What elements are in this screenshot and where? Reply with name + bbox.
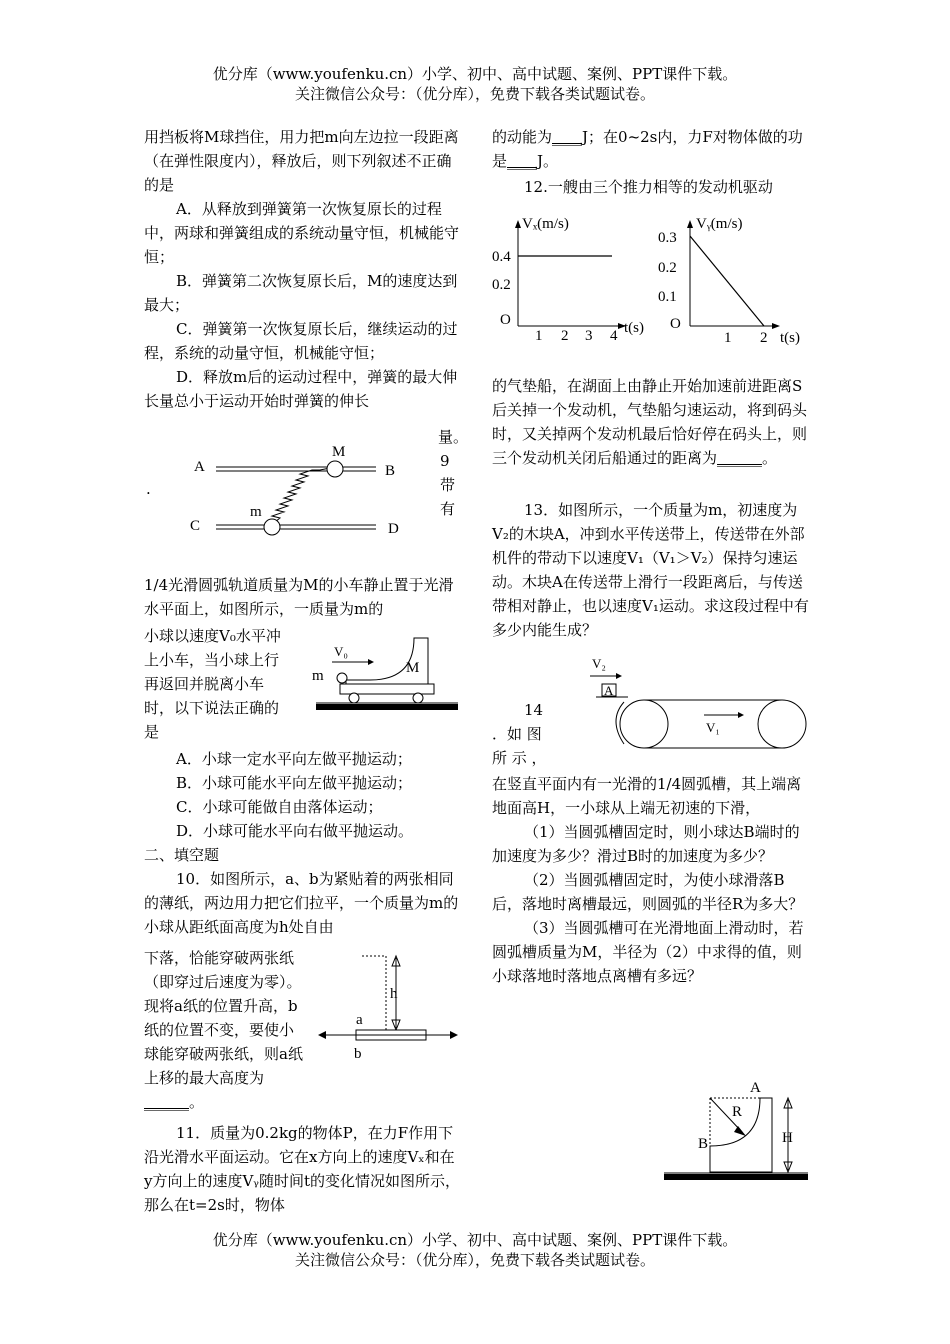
q8-label-C: C [190, 518, 201, 534]
q14-side-2: ．如 图 [492, 725, 542, 743]
q12-end: 。 [762, 449, 778, 467]
q9-wheel-right [413, 693, 423, 703]
page-header [0, 64, 950, 104]
q14-radius-arrowhead [734, 1126, 746, 1136]
q12-body: 的气垫船，在湖面上由静止开始加速前进距离S后关掉一个发动机，气垫船匀速运动，将到码头时，又关掉两个发动机最后恰好停在码头上，则三个发动机关闭后船通过的距离为 [492, 377, 808, 467]
q10-end: 。 [189, 1093, 205, 1111]
q9-ball [337, 673, 347, 683]
q14-part-1: （1）当圆弧槽固定时，则小球达B端时的加速度为多少？滑过B时的加速度为多少？ [492, 823, 800, 865]
q8-label-D: D [388, 521, 399, 537]
vy-graph [652, 208, 812, 350]
q13-conveyor-figure [580, 650, 812, 750]
q13-v2-arrowhead [616, 673, 622, 679]
q9-wrapped-text: 小球以速度V₀水平冲上小车，当小球上行再返回并脱离小车时，以下说法正确的是 [144, 627, 281, 741]
q12-blank: ______ [717, 449, 763, 467]
q11-cont-3: J。 [537, 152, 559, 170]
vy-x-arrowhead [772, 323, 780, 329]
q9-number-side [440, 449, 460, 521]
q9-label-M: M [406, 660, 420, 676]
q14-label-B: B [698, 1136, 709, 1152]
q14-label-A: A [750, 1080, 761, 1096]
q13-text: 13．如图所示，一个质量为m，初速度为V₂的木块A，冲到水平传送带上，传送带在外部机件的带动下以速度V₁（V₁＞V₂）保持匀速运动。木块A在传送带上滑行一段距离后，与传送带相对静止，也以速度V₁运动。求这段过程中有多少内能生成？ [492, 501, 809, 639]
q11-blank-2: ____ [507, 152, 538, 170]
q14-label-H: H [782, 1130, 793, 1146]
vy-xtick-1: 1 [724, 330, 732, 346]
q9-option-d: D．小球可能水平向右做平抛运动。 [176, 822, 414, 840]
vy-ytick-02: 0.2 [658, 260, 677, 276]
q14-part-3: （3）当圆弧槽可在光滑地面上滑动时，若圆弧槽质量为M，半径为（2）中求得的值，则小球落地时落地点离槽有多远？ [492, 919, 804, 985]
q14-part-2: （2）当圆弧槽固定时，为使小球滑落B后，落地时离槽最远，则圆弧的半径R为多大？ [492, 871, 804, 913]
vy-xtick-2: 2 [760, 330, 768, 346]
q9-intro: 1/4光滑圆弧轨道质量为M的小车静止置于光滑水平面上，如图所示，一质量为m的 [144, 576, 454, 618]
q14-body [492, 772, 814, 988]
header-line-2: 关注微信公众号：（优分库），免费下载各类试题试卷。 [294, 85, 655, 103]
q14-arc-figure [660, 1074, 812, 1188]
q14-ground [664, 1174, 808, 1180]
q14-number-side [492, 698, 572, 770]
q9-option-a: A．小球一定水平向左做平抛运动； [176, 750, 412, 768]
q13-v1-arrowhead [738, 712, 744, 718]
q9-side-3: 有 [440, 500, 456, 518]
q10-label-a: a [356, 1012, 363, 1028]
vx-origin: O [500, 312, 511, 328]
q8-option-d: D．释放m后的运动过程中，弹簧的最大伸长量总小于运动开始时弹簧的伸长 [144, 368, 458, 410]
q8-label-A: A [194, 459, 205, 475]
vy-y-arrowhead [687, 220, 693, 228]
q10-wrapped [144, 946, 306, 1114]
vy-ylabel: Vᵧ(m/s) [696, 216, 743, 232]
q9-options [144, 747, 460, 939]
vy-ytick-03: 0.3 [658, 230, 677, 246]
q10-arrow-right [450, 1031, 458, 1039]
q8-option-a: A．从释放到弹簧第一次恢复原长的过程中，两球和弹簧组成的系统动量守恒，机械能守恒； [144, 200, 460, 266]
q14-label-R: R [732, 1104, 743, 1120]
q9-option-b: B．小球可能水平向左做平抛运动； [176, 774, 413, 792]
vx-xlabel: t(s) [624, 320, 644, 336]
q11-blank-1: ____ [552, 128, 583, 146]
q8-label-m: m [250, 504, 262, 520]
q10-arrow-left [318, 1031, 326, 1039]
q12-intro: 12.一艘由三个推力相等的发动机驱动 [524, 178, 773, 196]
vy-xlabel: t(s) [780, 330, 800, 346]
q8-option-c: C．弹簧第一次恢复原长后，继续运动的过程，系统的动量守恒，机械能守恒； [144, 320, 458, 362]
q9-option-c: C．小球可能做自由落体运动； [176, 798, 383, 816]
q10-wrapped-text: 下落，恰能穿破两张纸（即穿过后速度为零）。现将a纸的位置升高，b纸的位置不变，要使小球能穿破两张纸，则a纸上移的最大高度为 [144, 949, 303, 1087]
q11-cont-1: 的动能为 [492, 128, 553, 146]
q10-blank: ______ [144, 1093, 189, 1111]
q8-text: 用挡板将M球挡住，用力把m向左边拉一段距离（在弹性限度内），释放后，则下列叙述不正确的是 [144, 128, 459, 194]
q14-text: 在竖直平面内有一光滑的1/4圆弧槽，其上端离地面高H，一小球从上端无初速的下滑， [492, 775, 802, 817]
header-line-1: 优分库（www.youfenku.cn）小学、初中、高中试题、案例、PPT课件下载。 [212, 65, 738, 83]
q8-option-b: B．弹簧第二次恢复原长后，M的速度达到最大； [144, 272, 458, 314]
q12-text [492, 374, 810, 470]
q9-cart-figure [310, 632, 462, 716]
vy-ytick-01: 0.1 [658, 289, 677, 305]
q9-cart-base [340, 684, 434, 694]
vx-xtick-1: 1 [535, 328, 543, 344]
q8-spring [272, 468, 330, 522]
q10-label-b: b [354, 1046, 362, 1062]
vy-origin: O [670, 316, 681, 332]
q11-cont-2: J；在0~2s内，力F对物体做的功是 [492, 128, 803, 170]
q9-v0-arrowhead [368, 659, 374, 665]
q9-ground [316, 704, 458, 710]
vy-series-line [690, 236, 764, 326]
vx-graph [488, 208, 654, 350]
vx-xtick-2: 2 [561, 328, 569, 344]
vx-y-arrowhead [515, 220, 521, 228]
footer-line-1: 优分库（www.youfenku.cn）小学、初中、高中试题、案例、PPT课件下载。 [212, 1231, 738, 1249]
q10-paper-figure [312, 948, 462, 1068]
page-footer [0, 1230, 950, 1270]
q10-intro: 10．如图所示，a、b为紧贴着的两张相同的薄纸，两边用力把它们拉平，一个质量为m的小球从距纸面高度为h处自由 [144, 870, 459, 936]
q9-side-1: 9 [440, 452, 450, 470]
q8-ball-M [327, 461, 343, 477]
q11-text: 11．质量为0.2kg的物体P，在力F作用下沿光滑水平面运动。它在x方向上的速度Vₓ和在y方向上的速度Vᵧ随时间t的变化情况如图所示，那么在t=2s时，物体 [144, 1124, 460, 1214]
section-fill-blank: 二、填空题 [144, 846, 220, 864]
vx-ylabel: Vₓ(m/s) [522, 216, 569, 232]
q9-wheel-left [349, 693, 359, 703]
q9-side-2: 带 [440, 476, 456, 494]
q9-dot: . [146, 480, 151, 498]
q8-label-M: M [332, 444, 346, 460]
left-column [144, 125, 460, 413]
q10-label-h: h [390, 986, 398, 1002]
footer-line-2: 关注微信公众号：（优分库），免费下载各类试题试卷。 [294, 1251, 655, 1269]
q14-side-1: 14 [524, 701, 544, 719]
q13-label-v1: V₁ [706, 720, 720, 735]
q13-pulley-left [620, 700, 668, 748]
q13-pulley-right [758, 700, 806, 748]
q8-label-B: B [385, 463, 396, 479]
q14-side-3: 所 示 ， [492, 749, 547, 767]
q11-continued [492, 125, 810, 173]
q9-label-m: m [312, 668, 324, 684]
q8-tail: 量。 [438, 428, 469, 446]
q9-label-v0: V₀ [334, 644, 348, 659]
q8-spring-figure [180, 440, 410, 550]
vx-ytick-04: 0.4 [492, 249, 511, 265]
q13-label-v2: V₂ [592, 656, 606, 671]
q8-ball-m [264, 519, 280, 535]
vx-xtick-4: 4 [610, 328, 618, 344]
vx-ytick-02: 0.2 [492, 277, 511, 293]
q13-label-A: A [604, 683, 614, 698]
vx-xtick-3: 3 [585, 328, 593, 344]
